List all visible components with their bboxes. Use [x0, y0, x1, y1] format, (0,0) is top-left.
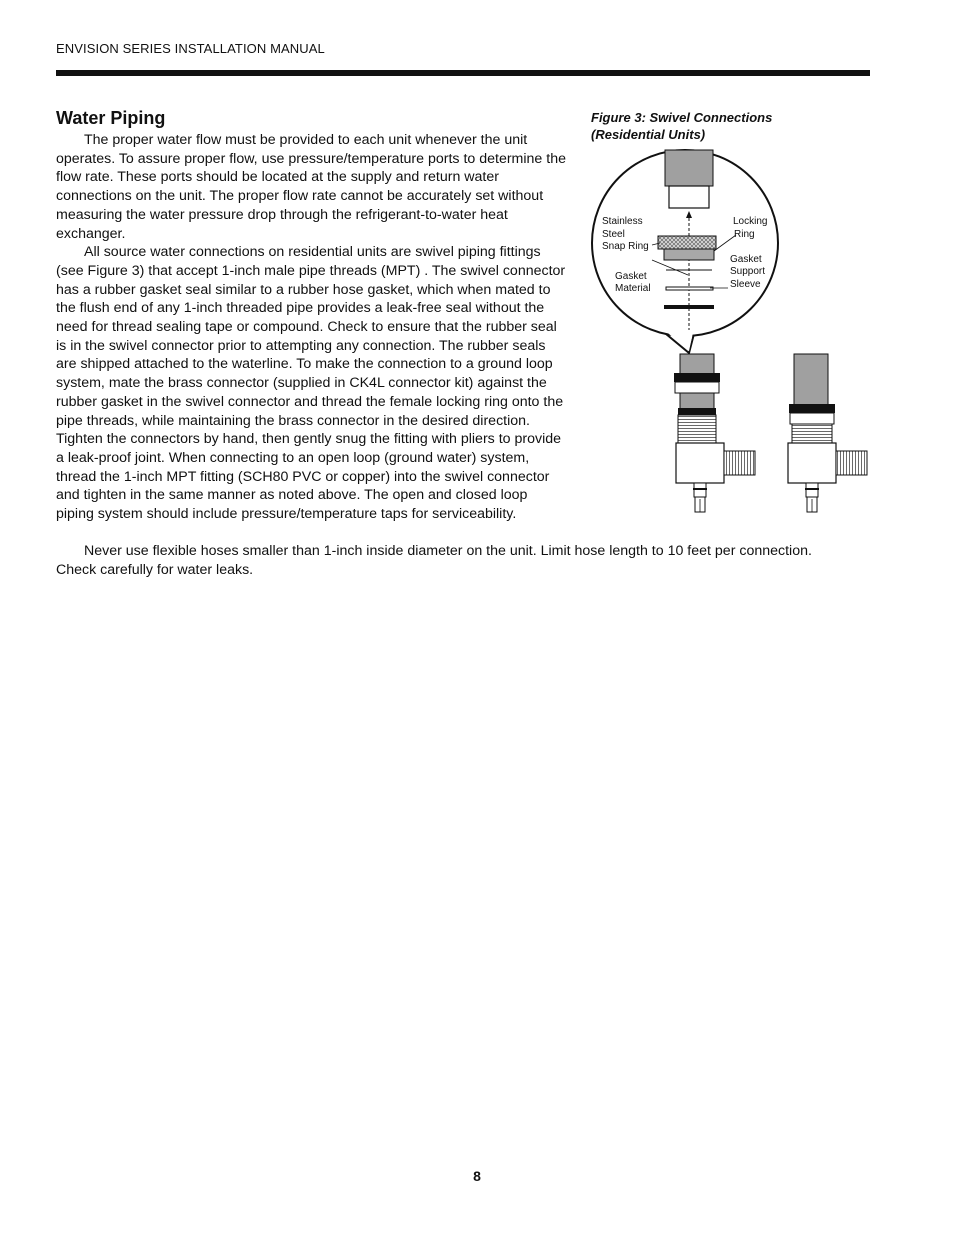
body-text — [56, 131, 566, 524]
section-title: Water Piping — [56, 108, 166, 128]
label-gasket-support-1: Gasket — [730, 254, 762, 265]
figure-caption-subtitle: (Residential Units) — [591, 127, 706, 142]
label-gasket-support-3: Sleeve — [730, 279, 761, 290]
figure-caption — [591, 109, 851, 143]
paragraph-flow-rate: The proper water flow must be provided to each unit whenever the unit operates. To assure proper flow, use pressure/temperature ports to determine the flow rate. These ports should be located at the supply and return water connections on the unit. The proper flow rate cannot be accurately set without measuring the water pressure drop through the refrigerant-to-water heat exchanger. — [56, 132, 566, 242]
label-locking: Locking — [733, 216, 768, 227]
label-gasket-material-1: Gasket — [615, 271, 647, 282]
running-header: ENVISION SERIES INSTALLATION MANUAL — [56, 41, 325, 56]
header-rule — [56, 70, 870, 76]
label-gasket-material-2: Material — [615, 283, 651, 294]
swivel-fitting-direct — [788, 354, 867, 512]
label-snap-ring: Snap Ring — [602, 241, 649, 252]
figure-caption-title: Figure 3: Swivel Connections — [591, 110, 773, 125]
paragraph-hoses: Never use flexible hoses smaller than 1-inch inside diameter on the unit. Limit hose length to 10 feet per connection. Check carefully for water leaks. — [56, 543, 812, 578]
label-steel: Steel — [602, 229, 625, 240]
label-ring: Ring — [734, 229, 755, 240]
swivel-fitting-with-connector — [674, 354, 755, 512]
detail-magnifier — [592, 150, 778, 353]
page-number: 8 — [473, 1168, 481, 1184]
paragraph-swivel-connections: All source water connections on residential units are swivel piping fittings (see Figure 3) that accept 1-inch male pipe threads (MPT) . The swivel connector has a rubber gasket seal similar to a rubber hose gasket, which when mated to the flush end of any 1-inch threaded pipe provides a leak-free seal without the need for thread sealing tape or compound. Check to ensure that the rubber seal is in the swivel connector prior to attempting any connection. The rubber seals are shipped attached to the waterline. To make the connection to a ground loop system, mate the brass connector (supplied in CK4L connector kit) against the rubber gasket in the swivel connector and thread the female locking ring onto the pipe threads, while maintaining the brass connector in the desired direction. Tighten the connectors by hand, then gently snug the fitting with pliers to provide a leak-proof joint. When connecting to an open loop (ground water) system, thread the 1-inch MPT fitting (SCH80 PVC or copper) into the swivel connector and tighten in the same manner as noted above. The open and closed loop piping system should include pressure/temperature taps for serviceability. — [56, 244, 566, 523]
label-gasket-support-2: Support — [730, 266, 766, 277]
label-stainless: Stainless — [602, 216, 643, 227]
swivel-connections-figure — [590, 148, 875, 520]
